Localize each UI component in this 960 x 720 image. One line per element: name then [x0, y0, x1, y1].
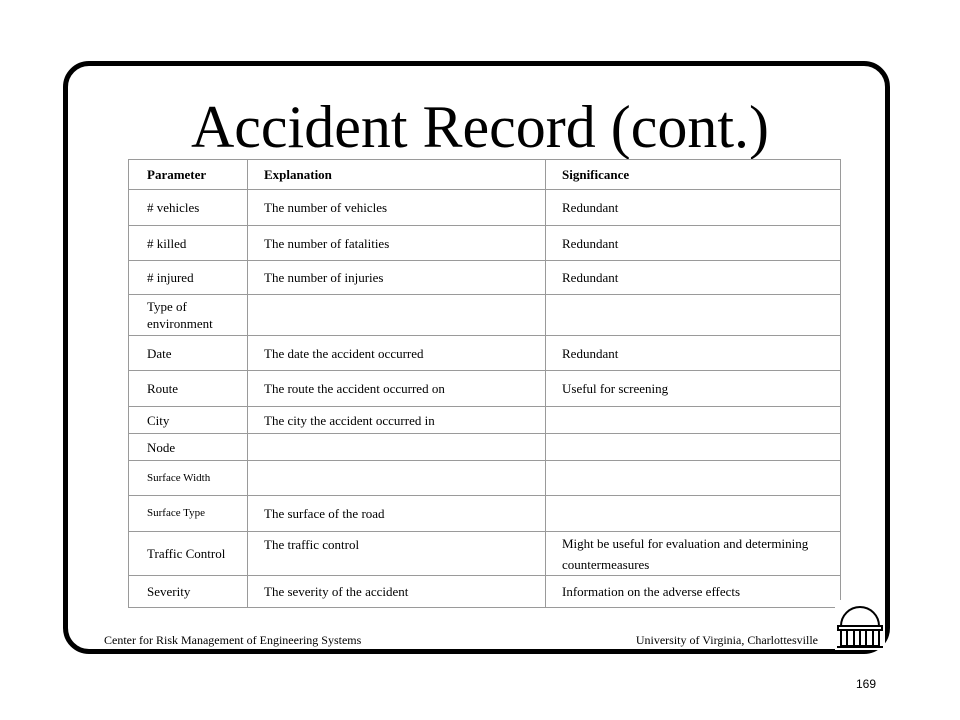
table-row: [129, 261, 841, 295]
cell-parameter: Node: [129, 434, 248, 461]
cell-parameter: City: [129, 407, 248, 434]
cell-significance: [546, 434, 841, 461]
cell-explanation: The number of fatalities: [248, 226, 546, 261]
cell-explanation: [248, 461, 546, 496]
cell-explanation: [248, 434, 546, 461]
cell-significance: Redundant: [546, 190, 841, 226]
cell-explanation: The number of vehicles: [248, 190, 546, 226]
header-significance: Significance: [546, 160, 841, 190]
cell-significance: [546, 461, 841, 496]
university-rotunda-logo-icon: [835, 600, 885, 650]
cell-parameter: Traffic Control: [129, 532, 248, 576]
cell-explanation: The date the accident occurred: [248, 336, 546, 371]
cell-explanation: The traffic control: [248, 532, 546, 576]
cell-parameter: Severity: [129, 576, 248, 608]
cell-significance: [546, 295, 841, 336]
cell-explanation: The number of injuries: [248, 261, 546, 295]
table-row: [129, 336, 841, 371]
table-row: [129, 190, 841, 226]
cell-significance: Useful for screening: [546, 371, 841, 407]
cell-explanation: The surface of the road: [248, 496, 546, 532]
table-header-row: [129, 160, 841, 190]
cell-parameter: # vehicles: [129, 190, 248, 226]
table-row: [129, 226, 841, 261]
footer-university: University of Virginia, Charlottesville: [635, 633, 818, 647]
cell-parameter: Route: [129, 371, 248, 407]
cell-explanation: [248, 295, 546, 336]
cell-significance: Redundant: [546, 261, 841, 295]
footer-organization: Center for Risk Management of Engineering Systems: [104, 633, 362, 647]
header-parameter: Parameter: [129, 160, 248, 190]
table-row: [129, 532, 841, 576]
cell-parameter: # killed: [129, 226, 248, 261]
table-row: [129, 434, 841, 461]
cell-explanation: The severity of the accident: [248, 576, 546, 608]
cell-significance: Redundant: [546, 336, 841, 371]
slide-title: Accident Record (cont.): [190, 94, 770, 160]
header-explanation: Explanation: [248, 160, 546, 190]
cell-parameter: Date: [129, 336, 248, 371]
table-row: [129, 407, 841, 434]
page-number: 169: [856, 677, 877, 691]
table-row: [129, 371, 841, 407]
cell-parameter: # injured: [129, 261, 248, 295]
accident-record-table: [128, 159, 841, 608]
table-row: [129, 576, 841, 608]
table-row: [129, 295, 841, 336]
cell-parameter: Surface Width: [129, 461, 248, 496]
cell-significance: [546, 407, 841, 434]
cell-significance: Might be useful for evaluation and determining countermeasures: [546, 532, 841, 576]
table-row: [129, 496, 841, 532]
cell-significance: [546, 496, 841, 532]
cell-parameter: Type of environment: [129, 295, 248, 336]
cell-significance: Information on the adverse effects: [546, 576, 841, 608]
table-row: [129, 461, 841, 496]
cell-explanation: The route the accident occurred on: [248, 371, 546, 407]
cell-significance: Redundant: [546, 226, 841, 261]
cell-explanation: The city the accident occurred in: [248, 407, 546, 434]
cell-parameter: Surface Type: [129, 496, 248, 532]
